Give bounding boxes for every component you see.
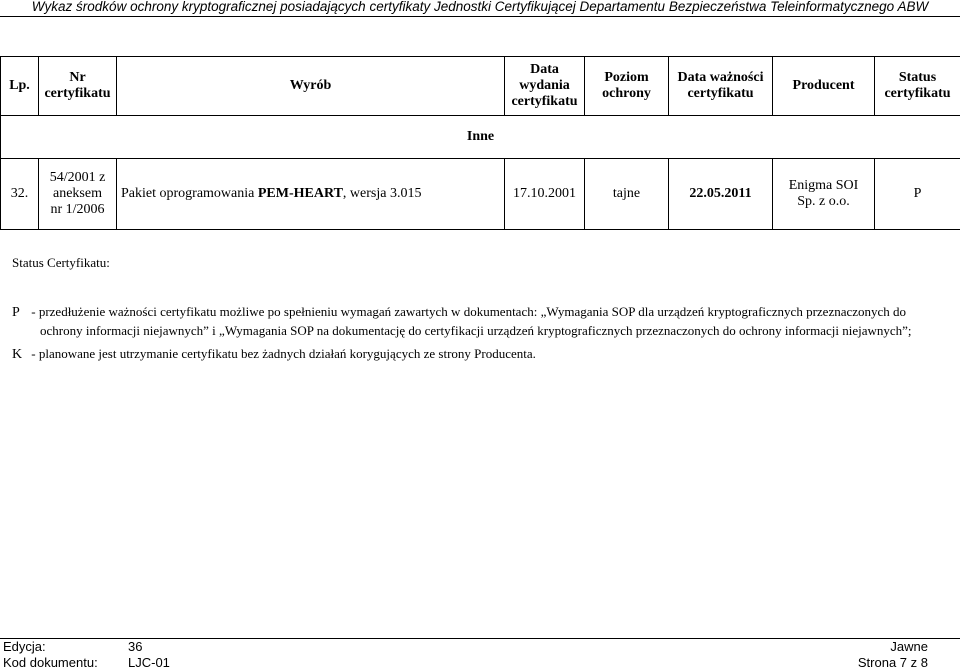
legend-code-k: K xyxy=(12,347,23,362)
footer-kod-label: Kod dokumentu: xyxy=(3,655,98,670)
cell-producent xyxy=(773,159,875,230)
legend-item-k xyxy=(12,345,942,364)
cell-wyrob xyxy=(117,159,505,230)
footer-kod-value: LJC-01 xyxy=(128,655,170,670)
footer-page-number: Strona 7 z 8 xyxy=(857,655,928,670)
header-rule xyxy=(0,16,960,17)
legend-text-p-line2: ochrony informacji niejawnych” i „Wymagania SOP na dokumentację do certyfikacji urządzeń kryptograficznych przeznaczonych do ochrony informacji niejawnych”; xyxy=(40,323,912,338)
cell-producent-line2: Sp. z o.o. xyxy=(797,194,850,209)
legend-item-p xyxy=(12,303,942,340)
col-status: Status certyfikatu xyxy=(875,57,960,116)
col-data-wydania: Data wydania certyfikatu xyxy=(505,57,585,116)
cell-producent-line1: Enigma SOI xyxy=(788,178,859,193)
legend-text-p-line1: - przedłużenie ważności certyfikatu możliwe po spełnieniu wymagań zawartych w dokumentach: „Wymagania SOP dla urządzeń kryptograficznych przeznaczonych do xyxy=(31,304,907,319)
cell-data-wydania: 17.10.2001 xyxy=(505,159,585,230)
cell-status: P xyxy=(875,159,960,230)
cell-nr-line3: nr 1/2006 xyxy=(50,202,105,217)
certificates-table xyxy=(0,56,960,230)
footer-rule xyxy=(0,638,960,639)
legend-code-p: P xyxy=(12,305,20,320)
document-header: Wykaz środków ochrony kryptograficznej posiadających certyfikaty Jednostki Certyfikującej Departamentu Bezpieczeństwa Teleinformatycznego ABW xyxy=(31,0,929,14)
cell-nr-line1: 54/2001 z xyxy=(49,170,106,185)
col-data-waznosci: Data ważności certyfikatu xyxy=(669,57,773,116)
cell-wyrob-suffix: , wersja 3.015 xyxy=(342,186,422,201)
col-nr-certyfikatu: Nr certyfikatu xyxy=(39,57,117,116)
cell-poziom: tajne xyxy=(585,159,669,230)
footer-edycja-value: 36 xyxy=(128,639,143,654)
col-producent: Producent xyxy=(773,57,875,116)
cell-nr xyxy=(39,159,117,230)
col-wyrob: Wyrób xyxy=(117,57,505,116)
col-lp: Lp. xyxy=(1,57,39,116)
section-row xyxy=(1,116,960,159)
cell-wyrob-prefix: Pakiet oprogramowania xyxy=(121,186,258,201)
cell-nr-line2: aneksem xyxy=(53,186,102,201)
table-row xyxy=(1,159,960,230)
cell-wyrob-product: PEM-HEART xyxy=(257,186,343,201)
cell-lp: 32. xyxy=(1,159,39,230)
legend-text-k: - planowane jest utrzymanie certyfikatu bez żadnych działań korygujących ze strony Producenta. xyxy=(31,346,536,361)
legend-title: Status Certyfikatu: xyxy=(12,255,110,270)
cell-data-waznosci: 22.05.2011 xyxy=(669,159,773,230)
footer-classification: Jawne xyxy=(890,639,928,654)
table-header-row xyxy=(1,57,960,116)
section-title: Inne xyxy=(1,116,960,159)
footer-edycja-label: Edycja: xyxy=(3,639,46,654)
col-poziom-ochrony: Poziom ochrony xyxy=(585,57,669,116)
